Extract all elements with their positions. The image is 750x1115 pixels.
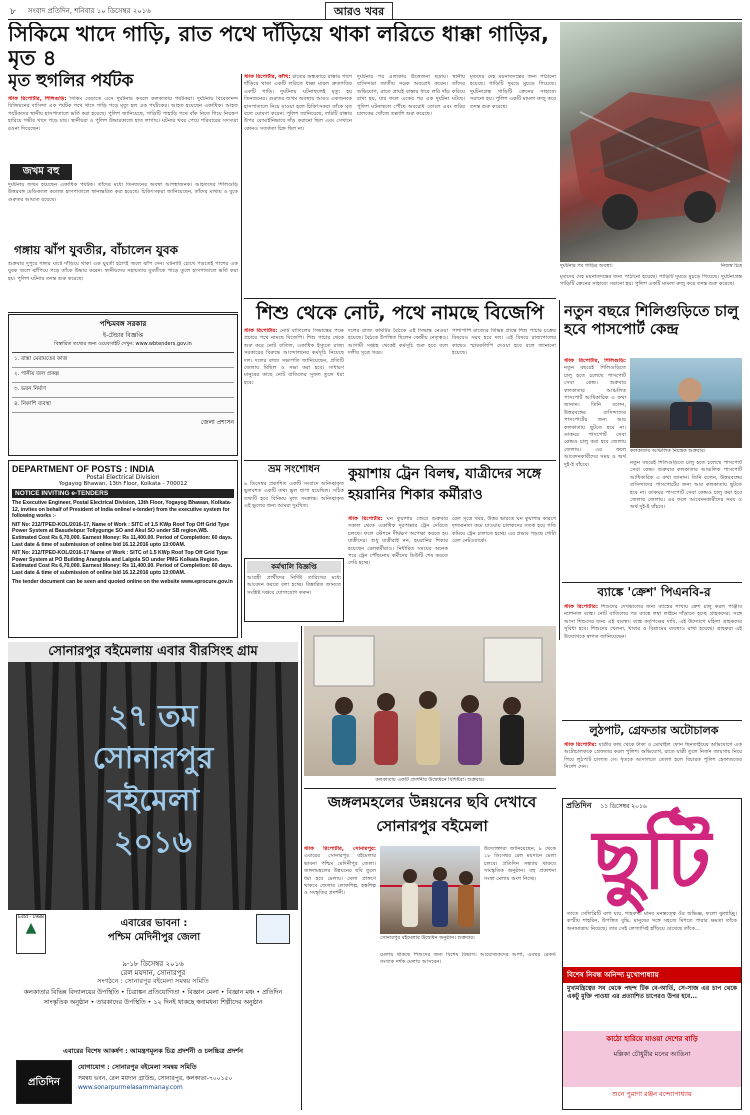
article-bjp-col1: স্টাফ রিপোর্টার: নোট বাতিলের সিদ্ধান্তের পক্ষে প্রচারে পথে নামছে বিজেপি। শিশু পাচার থেকে শুরু করে নোট বাতিল, একাধিক ইস্যুতে রাজ্য সরকারের বিরুদ্ধে আন্দোলনের কর্মসূচি নিয়েছে দল। দলের রাজ্য সভাপতি জানিয়েছেন, প্রতিটি জেলায় মিছিল ও সভা করা হবে। সাধারণ মানুষের কাছে নোট বাতিলের সুফল তুলে ধরা হবে। [244,328,344,386]
ad-govt-line: পশ্চিমবঙ্গ সরকার [99,320,147,328]
chhuti-date: ১১ ডিসেম্বর ২০১৬ [600,803,647,810]
inauguration-figures [380,846,480,934]
bookfair-events: কলকাতার বিভিন্ন বিদ্যালয়ের উপস্থিতি • চিত্রাঙ্কন প্রতিযোগিতা • বিজ্ঞান মেলা • বিজ্ঞান মঞ্চ • প্রতিদিন সাংস্কৃতিক অনুষ্ঠান • তারকাদের উপস্থিতি • ১২ দিনই থাকছে স্বনামধন্য শিল্পীদের অনুষ্ঠান [23,989,283,1006]
article-loot: স্টাফ রিপোর্টার: যাত্রীর কাছ থেকে টাকা ও মোবাইল ফোন ছিনতাইয়ের অভিযোগে এক অটোচালককে গ্রেফতার করল পুলিশ। অভিযোগ, রাতে যাত্রী তুলে নির্জন জায়গায় নিয়ে গিয়ে লুঠপাট চালাত সে। ধৃতকে আদালতে তোলা হলে বিচারক পুলিশ হেফাজতের নির্দেশ দেন। [564,742,742,771]
ad-posts-nit1: NIT No: 212/TPED-KOL/2016-17, Name of Work : SITC of 1.5 KWp Roof Top Off Grid Type Power System at Basudebpur Tollygunge SO and Akul SO under SB region,WB. Estimated Cost Rs 6,70,000. Earnest Money: Rs 11,400.00. Period of Completion: 60 days. Last date & time of submission of online bid 16.12.2016 upto 13:00AM. [12,521,233,548]
dateline: স্টাফ রিপোর্টার, কাঁথি: [244,74,291,80]
article-jangal-col2: উদ্যোক্তারা জানিয়েছেন, ৯ থেকে ১৮ ডিসেম্বর রেল ময়দানে মেলা চলবে। প্রতিদিন সন্ধ্যায় থাকবে সাংস্কৃতিক অনুষ্ঠান। বহু প্রকাশনা সংস্থা মেলায় অংশ নিচ্ছে। [484,846,556,882]
bookfair-logo-prothidin: প্রতিদিন [16,1060,72,1104]
subhead-sikkim: মৃত হুগলির পর্যটক [8,71,134,91]
accident-photo-caption: দুর্ঘটনার পর গাড়ির অবস্থা। নিজস্ব চিত্র [560,263,742,269]
table-row: ১. রাস্তা মেরামতের কাজ [12,353,234,368]
notice-small-body: আগ্রহী প্রার্থীদের নির্দিষ্ট তারিখের মধ্যে আবেদন করতে বলা হচ্ছে। বিস্তারিত জানতে সংশ্লিষ্ট দপ্তরে যোগাযোগ করুন। [247,575,341,596]
article-passport-col1: স্টাফ রিপোর্টার, শিলিগুড়ি: নতুন বছরেই শিলিগুড়িতে চালু হতে চলেছে পাসপোর্ট সেবা কেন্দ্র। শুক্রবার কলকাতার আঞ্চলিক পাসপোর্ট আধিকারিক এ কথা জানান। তিনি বলেন, উত্তরবঙ্গের বাসিন্দাদের পাসপোর্টের জন্য আর কলকাতায় ছুটতে হবে না। ডাকঘর পাসপোর্ট সেবা কেন্দ্রও চালু করা হবে জেলায় জেলায়। এর ফলে আবেদনকারীদের সময় ও অর্থ দুই-ই বাঁচবে। [564,358,626,468]
article-sikkim-col3: দুর্ঘটনার পর এলাকায় উত্তেজনা ছড়ায়। স্থানীয় বাসিন্দারা জাতীয় সড়ক অবরোধ করেন। তাঁদের অভিযোগ, রাতে প্রায়ই রাস্তার ধারে লরি দাঁড় করিয়ে রাখা হয়, যার ফলে একের পর এক দুর্ঘটনা ঘটছে। পুলিশ ঘটনাস্থলে পৌঁছে অবরোধ তোলে এবং লরির চালকের খোঁজে তল্লাশি শুরু করেছে। [357,74,465,118]
ad-govt-table [12,352,234,413]
event-photo [304,626,556,776]
column-rule [244,460,556,461]
article-passport-col2: নতুন বছরেই শিলিগুড়িতে চালু হতে চলেছে পাসপোর্ট সেবা কেন্দ্র। শুক্রবার কলকাতার আঞ্চলিক পাসপোর্ট আধিকারিক এ কথা জানান। তিনি বলেন, উত্তরবঙ্গের বাসিন্দাদের পাসপোর্টের জন্য আর কলকাতায় ছুটতে হবে না। ডাকঘর পাসপোর্ট সেবা কেন্দ্রও চালু করা হবে জেলায় জেলায়। এর ফলে আবেদনকারীদের সময় ও অর্থ দুই-ই বাঁচবে। [630,460,742,511]
bookfair-est: Estd - 1988 [18,915,44,920]
passport-officer-photo [630,358,742,448]
article-railway-col2: রেল সূত্রে খবর, উত্তর ভারতে ঘন কুয়াশার কারণে দৃশ্যমানতা কমে যাওয়ায় চালকদের সতর্ক হয়ে গতি কমিয়ে ট্রেন চালাতে হচ্ছে। এর প্রভাব পড়ছে গোটা রেল নেটওয়ার্কে। [452,516,556,545]
bookfair-logo [16,914,46,954]
bookfair-sponsor-icon [256,914,290,944]
section-label: আরও খবর [325,2,393,20]
ad-posts-address: Yogayog Bhawan, 13th Floor, Kolkata - 700012 [58,481,188,487]
ad-govt-tender [8,314,238,456]
column-rule [304,788,556,789]
bookfair-info [8,910,298,1110]
bookfair-edition: ২৭ তম [108,699,198,734]
headline-bjp: শিশু থেকে নোট, পথে নামছে বিজেপি [256,302,544,324]
bhrom-title: ভ্রম সংশোধন [268,464,320,475]
ad-posts-body: The Executive Engineer, Postal Electrical Division, 13th Floor, Yogayog Bhawan, Kolkata-12, invites on behalf of President of India online/ e-tender) from the executive system for following works :- [12,500,232,520]
article-ganga: শুক্রবার দুপুরে গঙ্গার ঘাটে দাঁড়িয়ে থাকা এক যুবতী হঠাৎই জলে ঝাঁপ দেন। ঘটনাটি চোখে পড়তেই পাশের এক যুবক জলে ঝাঁপিয়ে পড়ে তাঁকে উদ্ধার করেন। স্থানীয়দের সহায়তায় যুবতীকে পাড়ে তুলে হাসপাতালে ভর্তি করা হয়। পুলিশ ঘটনার তদন্ত শুরু করেছে। [8,261,238,282]
chhuti-bar-text: মুখ্যমন্ত্রিত্বের সব থেকে পছন্দ টিক বে-আর্তি, সে-সাজ এর চাপ থেকে একটু মুক্তি পাওয়া এর প্রত্যাশিত চাপেরও উপর হবে... [567,985,737,1000]
chhuti-title: ছুটি [593,813,711,908]
masthead [0,0,750,20]
column-rule [244,298,556,299]
bookfair-logo-icon: ▲ [25,920,37,936]
masthead-rule [8,19,742,20]
dateline: স্টাফ রিপোর্টার: [564,742,597,748]
date-line: সংবাদ প্রতিদিন, শনিবার ১০ ডিসেম্বর ২০১৬ [28,7,151,15]
article-jangal-col1: স্টাফ রিপোর্টার, সোনারপুর: এবারের সোনারপুর বইমেলার ভাবনা পশ্চিম মেদিনীপুর জেলা। জঙ্গলমহলের উন্নয়নের ছবি তুলে ধরা হবে মেলায়। মেলা প্রাঙ্গণে থাকবে জেলার লোকশিল্প, হস্তশিল্প ও সংস্কৃতির প্রদর্শনী। [304,846,376,897]
dateline: স্টাফ রিপোর্টার: [348,516,383,522]
dateline: স্টাফ রিপোর্টার: [564,604,598,610]
ad-govt-line: বিস্তারিত তথ্যের জন্য ওয়েবসাইট দেখুন: www.wbtenders.gov.in [54,341,192,347]
photo-credit: নিজস্ব চিত্র [720,263,742,269]
notice-small-title: কর্মখালি বিজ্ঞপ্তি [247,561,341,573]
bookfair-name: সোনারপুর [92,741,214,776]
article-jangal-col3: মেলায় থাকছে শিশুদের জন্য বিশেষ বিভাগ। আয়োজকদের আশা, এবছর রেকর্ড সংখ্যক দর্শক মেলায় আসবেন। [380,952,556,966]
officer-figure [630,358,742,448]
bookfair-special: এবারের বিশেষ আকর্ষণ : আমন্ত্রণমূলক চিত্র প্রদর্শনী ও চলচ্চিত্র প্রদর্শন [63,1047,243,1055]
event-figures [304,626,556,776]
ad-posts-footer: The tender document can be seen and quoted online on the website www.eprocure.gov.in [12,578,233,585]
headline-sikkim: সিকিমে খাদে গাড়ি, রাত পথে দাঁড়িয়ে থাকা লরিতে ধাক্কা গাড়ির, মৃত ৪ [8,22,549,70]
dateline: স্টাফ রিপোর্টার, সোনারপুর: [304,846,376,852]
bookfair-year: ২০১৬ [114,825,192,860]
bhrom-box [244,462,344,554]
bookfair-word: বইমেলা [106,783,200,818]
headline-railway: কুয়াশায় ট্রেন বিলম্ব, যাত্রীদের সঙ্গে হয়রানির শিকার কর্মীরাও [348,466,542,503]
ad-posts-title: DEPARTMENT OF POSTS : INDIA [12,464,155,474]
ad-govt-footer: জেলা প্রশাসন [200,419,234,426]
headline-bank: ব্যাঙ্কে 'ক্রেশ' পিএনবি-র [597,585,711,599]
article-sikkim-col4: মৃতদের দেহ ময়নাতদন্তের জন্য পাঠানো হয়েছে। গাড়িটি দুমড়ে মুচড়ে গিয়েছে। দুর্ঘটনাগ্রস্ত গাড়িটি ক্রেনের সাহায্যে সরানো হয়। পুলিশ একটি মামলা রুজু করে তদন্ত শুরু করেছে। [470,74,556,110]
bhrom-body: ৯ ডিসেম্বর প্রকাশিত একটি সংবাদে অনিচ্ছাকৃত ভুলবশত একটি তথ্য ভুল ছাপা হয়েছিল। সঠিক তথ্যটি হবে বিনিময় মূল্য সংক্রান্ত। অনিচ্ছাকৃত এই ভুলের জন্য আমরা দুঃখিত। [244,481,344,510]
accident-photo [560,22,742,262]
dateline: স্টাফ রিপোর্টার, শিলিগুড়ি: [564,358,626,364]
article-bank: স্টাফ রিপোর্টার: শিশুদের দেখভালের জন্য ব্যাঙ্কের শাখায় ক্রেশ চালু করল পাঞ্জাব ন্যাশনাল ব্যাঙ্ক। নোট বাতিলের পর ব্যাঙ্কে লম্বা লাইনে দাঁড়াতে হচ্ছে গ্রাহকদের। সঙ্গে আসা শিশুদের জন্য এই ব্যবস্থা। ব্যাঙ্ক কর্তৃপক্ষের দাবি, এই উদ্যোগে মহিলা গ্রাহকদের সুবিধা হবে। শিশুদের খেলনা, খাবার ও বিশ্রামের ব্যবস্থাও রাখা হয়েছে। গ্রাহকরা এই উদ্যোগকে স্বাগত জানিয়েছেন। [564,604,742,640]
bookfair-venue: রেল ময়দান, সোনারপুর [120,969,186,977]
chhuti-author: শুনে পুরাণা রঞ্জন বন্দ্যোপাধ্যায় [612,1090,692,1098]
table-row: ২. পানীয় জল প্রকল্প [12,368,234,383]
column-rule [8,312,238,313]
ad-posts-notice-title: NOTICE INVITING e-TENDERS [12,489,234,498]
column-rule [241,74,242,638]
column-rule [562,582,742,583]
dateline: স্টাফ রিপোর্টার, শিলিগুড়ি: [8,96,67,102]
article-jokham: দুর্ঘটনায় জখম হয়েছেন একাধিক পর্যটক। তাঁদের মধ্যে তিনজনের অবস্থা আশঙ্কাজনক। আহতদের শিলিগুড়ি উত্তরবঙ্গ মেডিক্যাল কলেজ হাসপাতালে স্থানান্তরিত করা হয়েছে। চিকিৎসকরা জানিয়েছেন, তাঁদের মাথায় ও বুকে গুরুতর আঘাত রয়েছে। [8,182,238,203]
notice-small [244,558,344,622]
chhuti-brand: প্রতিদিন [566,801,592,810]
column-rule [562,720,742,721]
bookfair-top-banner: সোনারপুর বইমেলায় এবার বীরসিংহ গ্রাম [8,642,298,662]
subhead-jokham: জখম বহু [10,164,72,180]
chhuti-teaser: তাতে সেলিব্রিটি বলা যায়, শাহরুখ। মানব মনস্তত্ত্বে ওঁর অভিজ্ঞ, ফলো ঝুলাচ্ছ্রি। কস্মীয় শাহরিন, উপস্থিত বুদ্ধি, মানুষের সঙ্গে সহজে মিশতে পারার ক্ষমতা তাঁকে অন্যমাত্রায় নিয়েছে। তার সেই লেগ্যাসিই হাঁড়িয়ে রেখেছে তাঁকে... [567,911,737,932]
article-bjp-col2: দলের রাজ্য কমিটির বৈঠকে এই সিদ্ধান্ত নেওয়া হয়েছে। বৈঠকে উপস্থিত ছিলেন কেন্দ্রীয় নেতৃত্বও। আগামী সপ্তাহ থেকেই কর্মসূচি শুরু হবে বলে দলীয় সূত্রে খবর। [348,328,448,357]
chhuti-pink-text: মল্লিকা চৌধুরীর মনের আঙিনা [563,1047,741,1087]
headline-passport: নতুন বছরে শিলিগুড়িতে চালু হবে পাসপোর্ট কেন্দ্র [564,302,739,338]
article-body: সিকিম বেড়াতে এসে দুর্ঘটনার কবলে কলকাতার পর্যটকরা। দুর্ঘটনায় বিবেকানন্দ রিজিয়নের বাসিন্দা এক পর্যটক পথে খাদে গাড়ি পড়ে মৃত্যু হল এক পর্যটকের। আহত হয়েছেন একাধিক। আহত পর্যটকদের স্থানীয় হাসপাতালে ভর্তি করা হয়েছে। পুলিশ জানিয়েছে, গাড়িটি পাহাড়ি পথে বাঁক নিতে গিয়ে নিয়ন্ত্রণ হারিয়ে গভীর খাদে পড়ে যায়। স্থানীয়রা ও পুলিশ উদ্ধারকাজে হাত লাগায়। ঘটনার খবর পেয়ে পরিবারের সদস্যরা রওনা দিয়েছেন। [8,96,238,132]
article-sikkim-col1 [8,96,238,160]
bookfair-theme: পশ্চিম মেদিনীপুর জেলা [107,932,201,943]
ad-dept-posts [8,460,238,638]
ad-govt-line: ই-টেন্ডার বিজ্ঞপ্তি [102,332,144,339]
chhuti-bar: বিশেষ নিবন্ধ অনিন্দ্য মুখোপাধ্যায় [563,967,741,983]
chhuti-brand-row [563,799,741,813]
headline-loot: লুঠপাট, গ্রেফতার অটোচালক [589,724,719,737]
table-row: ৪. নিকাশি ব্যবস্থা [12,398,234,413]
ad-posts-nit2: NIT No: 212/TPED-KOL/2016-17 Name of Work : SITC of 1.5 KWp Roof Top Off Grid Type Power System at PO Building Arangtola and Lalgola SO under PMG Kolkata Region. Estimated Cost Rs 6,70,000. Earnest Money: Rs 11,400.00. Period of Completion: 60 days. Last date & time of submission of online bid 16.12.2016 upto 13:00AM. [12,550,233,576]
ad-posts-subtitle: Postal Electrical Division [86,474,160,481]
bookfair-web[interactable]: www.sonarpurmelasammanay.com [78,1084,183,1091]
ad-bookfair [8,642,298,1110]
dateline: স্টাফ রিপোর্টার: [244,328,278,334]
bookfair-contact: যোগাযোগ : সোনারপুর বইমেলা সমন্বয় সমিতি [78,1063,197,1071]
ad-chhuti [562,798,742,1110]
bookfair-title-block [48,696,258,906]
article-railway-col1: স্টাফ রিপোর্টার: ঘন কুয়াশার জেরে শুক্রবার সকাল থেকে একাধিক দূরপাল্লার ট্রেন দেরিতে চলছে। ফলে স্টেশনে দীর্ঘক্ষণ অপেক্ষা করতে হয় যাত্রীদের। শুধু যাত্রীরাই নন, হয়রানির শিকার হয়েছেন রেলকর্মীরাও। নির্ধারিত সময়ের অনেক পরে ট্রেন পৌঁছনোয় কর্মীদের ডিউটি শেষ করতে দেরি হচ্ছে। [348,516,448,567]
column-rule [559,300,560,640]
event-photo-caption: কলকাতায় একটি প্রদর্শনীর উদ্বোধনে বিশিষ্টরা। শুক্রবার। [375,777,485,783]
column-rule [301,626,302,1110]
article-sikkim-tail: মৃতদের দেহ ময়নাতদন্তের জন্য পাঠানো হয়েছে। গাড়িটি দুমড়ে মুচড়ে গিয়েছে। দুর্ঘটনাগ্রস্ত গাড়িটি ক্রেনের সাহায্যে সরানো হয়। পুলিশ একটি মামলা রুজু করে তদন্ত শুরু করেছে। [560,274,742,288]
headline-ganga: গঙ্গায় ঝাঁপ যুবতীর, বাঁচালেন যুবক [14,243,179,257]
wreckage-illustration [560,22,742,262]
chhuti-pink: কাঠো হারিয়ে যাওয়া দেশের বাড়ি [563,1031,741,1047]
headline-jangal: জঙ্গলমহলের উন্নয়নের ছবি দেখাবে সোনারপুর বইমেলা [327,793,537,835]
bookfair-theme-label: এবারের ভাবনা : [120,918,188,929]
article-sikkim-col2: স্টাফ রিপোর্টার, কাঁথি: রাতের অন্ধকারে রাস্তার পাশে দাঁড়িয়ে থাকা একটি লরিতে ধাক্কা মারল দ্রুতগতির একটি গাড়ি। দুর্ঘটনায় ঘটনাস্থলেই মৃত্যু হয় তিনজনের। গুরুতর জখম অবস্থায় আরও একজনকে হাসপাতালে নিয়ে যাওয়া হলে চিকিৎসকরা তাঁকে মৃত বলে ঘোষণা করেন। পুলিশ জানিয়েছে, লরিটি রাস্তার উপর বেআইনিভাবে দাঁড় করানো ছিল এবং সেখানে কোনও সতর্কতা চিহ্ন ছিল না। [244,74,352,132]
table-row: ৩. ভবন নির্মাণ [12,383,234,398]
article-bjp-col3: পাশাপাশি রাজ্যের বিভিন্ন প্রান্তে শিশু পাচার চক্রের বিষয়েও সরব হবে দল। এই বিষয়ে রাজ্যপালের কাছেও স্মারকলিপি দেওয়া হবে বলে জানানো হয়েছে। [452,328,556,357]
page-number: ৮ [10,7,16,17]
passport-photo-caption: কলকাতায় আঞ্চলিক নিয়ন্ত্রক শুক্রবার। [630,448,706,454]
bookfair-inauguration-photo [380,846,480,934]
bookfair-inauguration-caption: সোনারপুর বইমেলার উদ্বোধন অনুষ্ঠান। শুক্রবার। [380,935,475,941]
bookfair-dates: ৯-১৮ ডিসেম্বর ২০১৬ [122,960,184,968]
bookfair-contact-address: সমন্বয় ভবন, রেল ময়দান গ্রাউন্ড, সোনারপুর, কলকাতা-৭০০১৫০ [78,1075,233,1082]
bookfair-organiser: সংগঠনে : সোনারপুর বইমেলা সমন্বয় সমিতি [97,977,209,985]
